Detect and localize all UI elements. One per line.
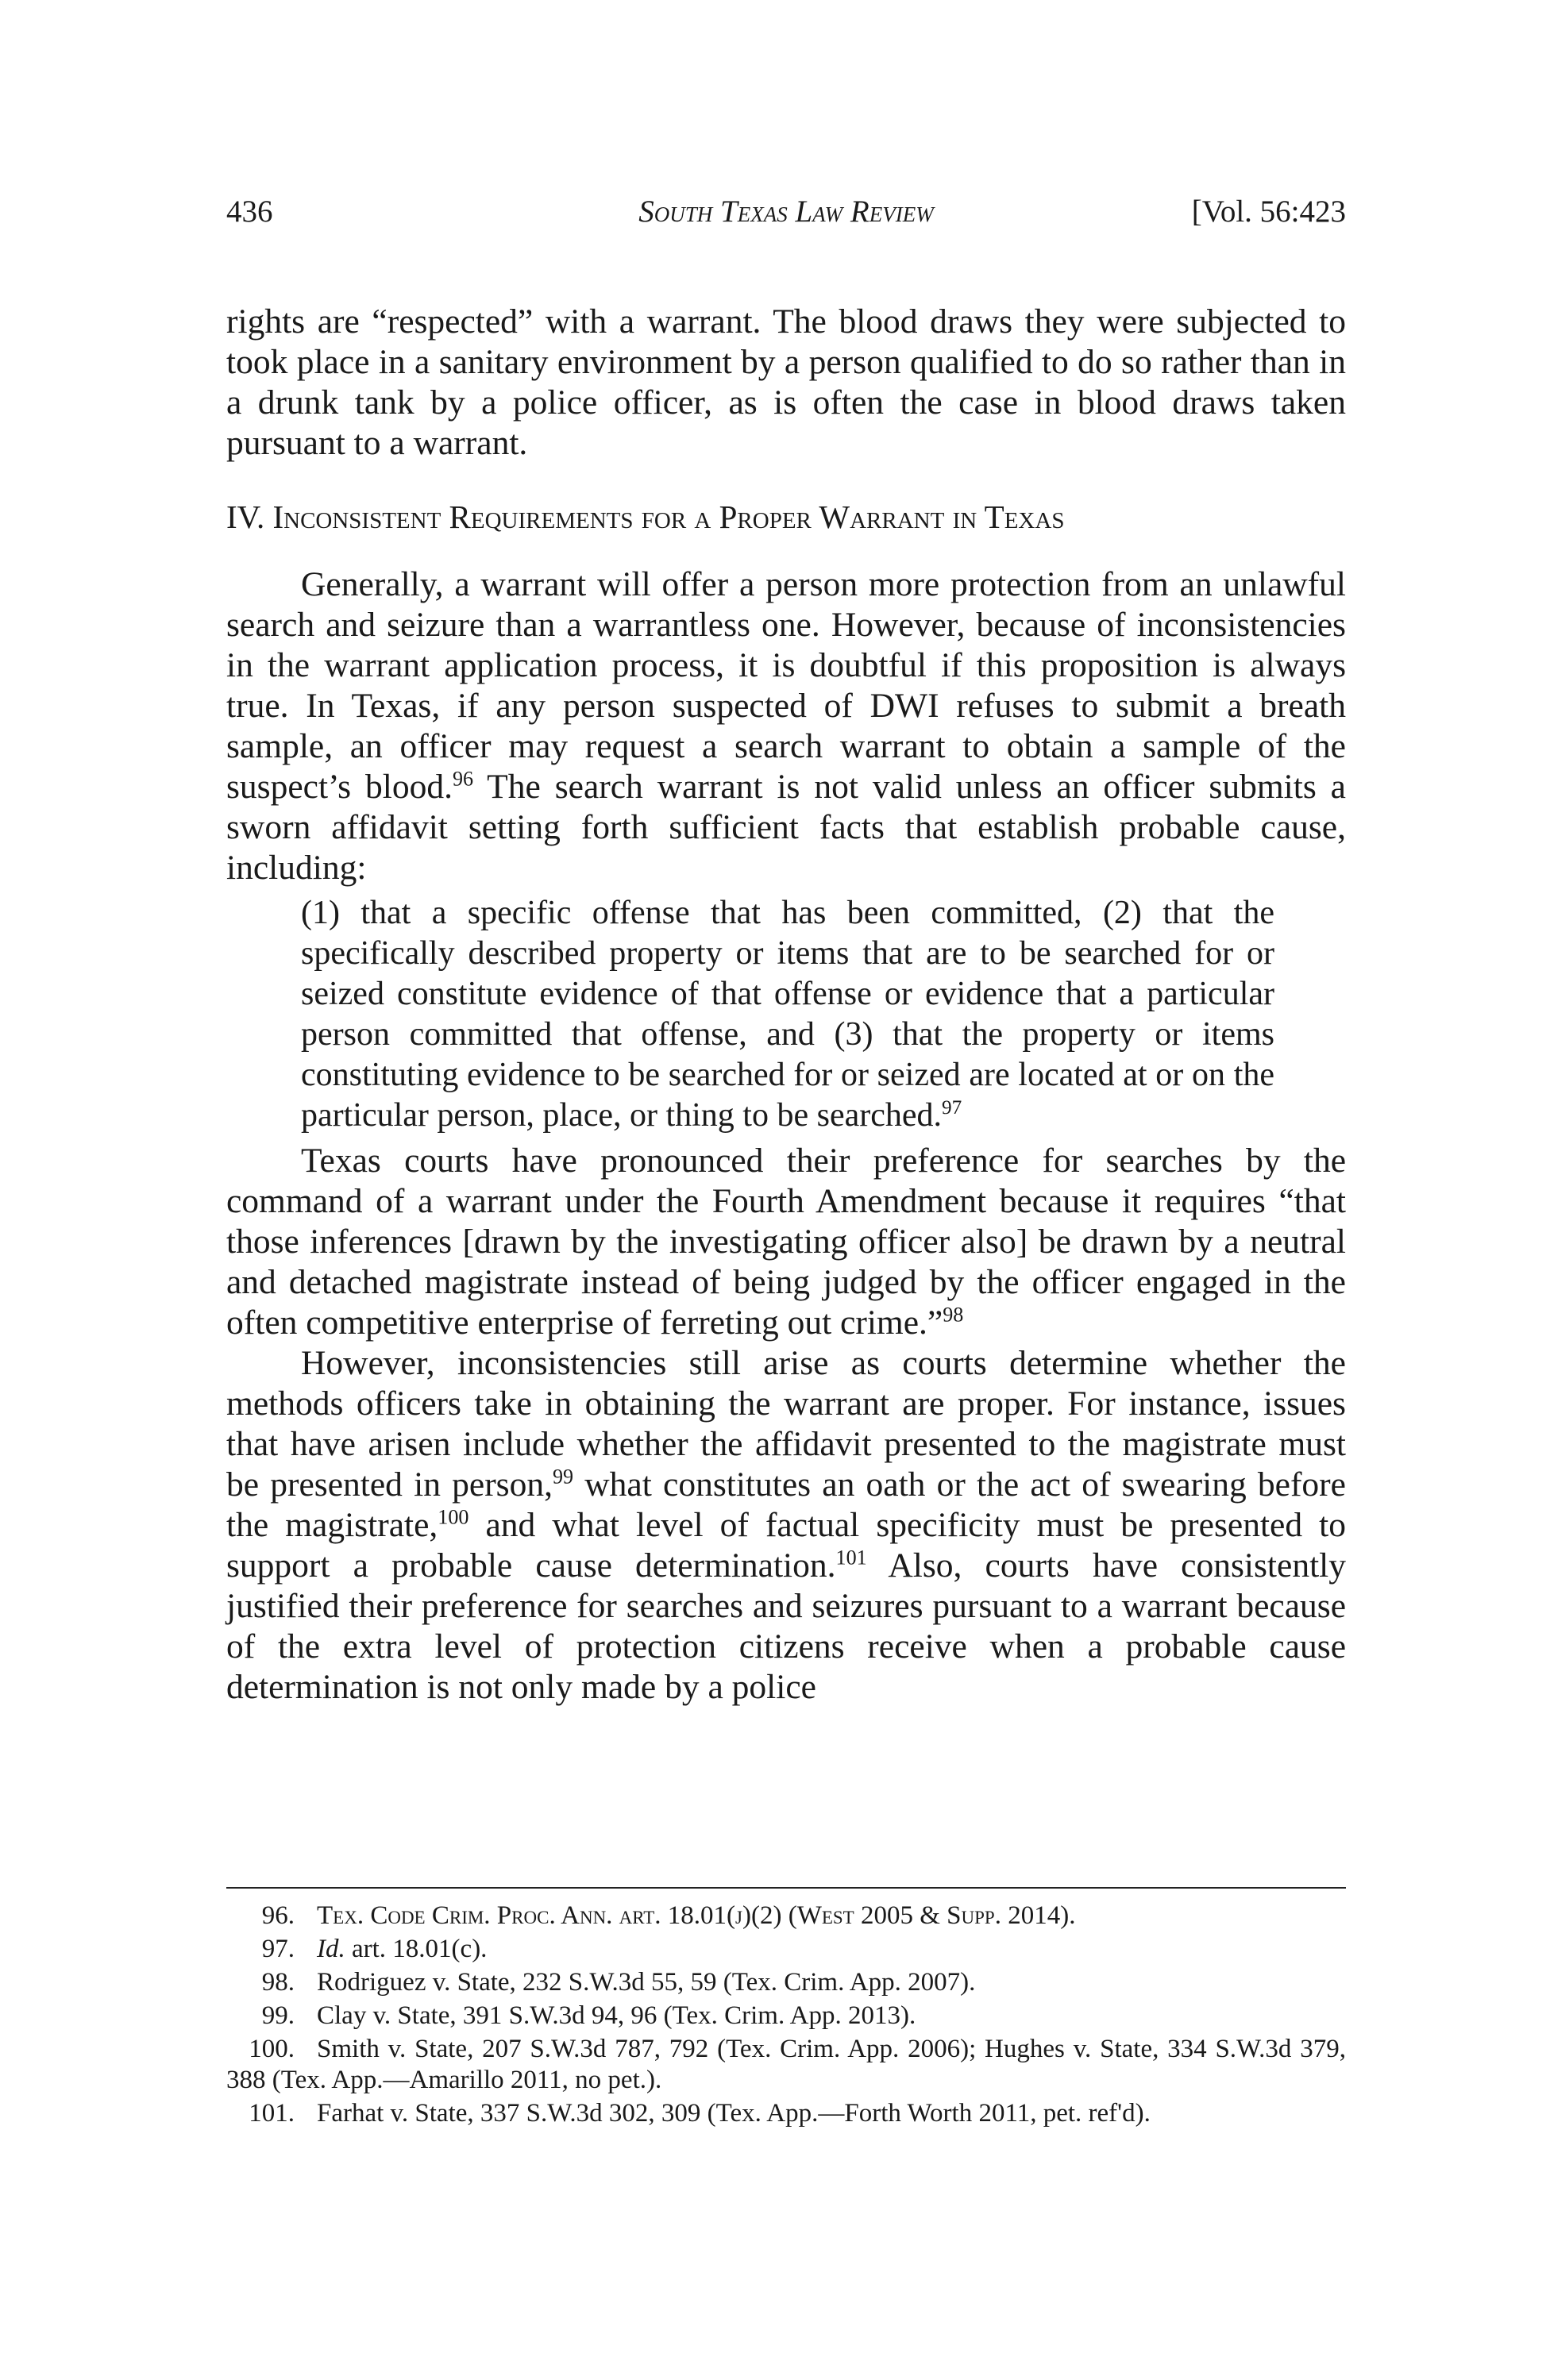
footnote-ref-100[interactable]: 100 bbox=[438, 1505, 469, 1529]
journal-title bbox=[226, 194, 1346, 229]
footnote-ref-98[interactable]: 98 bbox=[943, 1303, 964, 1327]
paragraph-2-text-a: Generally, a warrant will offer a person more protection from an unlawful search and seizure than a warrantless one. However, because of inconsistencies in the warrant application process, it is doubtful if this proposition is always true. In Texas, if any person suspected of DWI refuses to submit a breath sample, an officer may request a search warrant to obtain a sample of the suspect’s blood. bbox=[226, 565, 1346, 806]
paragraph-4 bbox=[226, 1343, 1346, 1708]
paragraph-4-text-c: and what level of factual specificity must be presented to support a probable cause determination. bbox=[226, 1506, 1346, 1585]
block-quote-text: (1) that a specific offense that has been committed, (2) that the specifically described property or items that are to be searched for or seized constitute evidence of that offense or evidence that a particular person committed that offense, and (3) that the property or items constituting evidence to be searched for or seized are located at or on the particular person, place, or thing to be searched. bbox=[301, 895, 1274, 1134]
paragraph-4-text-b: what constitutes an oath or the act of swearing before the magistrate, bbox=[226, 1465, 1346, 1544]
main-text bbox=[226, 302, 1346, 1708]
page-number: 436 bbox=[226, 194, 273, 229]
paragraph-4-text-d: Also, courts have consistently justified their preference for searches and seizures pursuant to a warrant because of the extra level of protection citizens receive when a probable cause determination is not only made by a police bbox=[226, 1546, 1346, 1706]
section-heading-text: IV. Inconsistent Requirements for a Proper Warrant in Texas bbox=[226, 499, 1065, 535]
footnote-ref-96[interactable]: 96 bbox=[452, 767, 474, 791]
section-heading bbox=[226, 497, 1346, 537]
footnote-ref-97[interactable]: 97 bbox=[942, 1097, 962, 1119]
volume-citation: [Vol. 56:423 bbox=[1191, 194, 1346, 229]
footnote-text: Rodriguez v. State, 232 S.W.3d 55, 59 (Tex. Crim. App. 2007). bbox=[317, 1968, 976, 1997]
footnote-97 bbox=[226, 1934, 1346, 1965]
paragraph-2-text-b: The search warrant is not valid unless an officer submits a sworn affidavit setting forth sufficient facts that establish probable cause, including: bbox=[226, 768, 1346, 887]
running-header bbox=[226, 194, 1346, 241]
footnote-101 bbox=[226, 2098, 1346, 2129]
footnote-divider bbox=[226, 1887, 1346, 1889]
paragraph-2 bbox=[226, 564, 1346, 888]
footnote-text: Smith v. State, 207 S.W.3d 787, 792 (Tex. Crim. App. 2006); Hughes v. State, 334 S.W.3d 379, 388 (Tex. App.—Amarillo 2011, no pet.). bbox=[226, 2035, 1346, 2094]
footnote-99 bbox=[226, 2001, 1346, 2031]
footnote-number: 96. bbox=[261, 1901, 295, 1930]
footnote-number: 101. bbox=[249, 2099, 295, 2128]
footnote-ref-101[interactable]: 101 bbox=[835, 1546, 867, 1569]
block-quote bbox=[301, 893, 1274, 1136]
footnote-text: Farhat v. State, 337 S.W.3d 302, 309 (Tex. App.—Forth Worth 2011, pet. ref'd). bbox=[317, 2099, 1151, 2128]
footnote-96 bbox=[226, 1901, 1346, 1931]
paragraph-3-text: Texas courts have pronounced their preference for searches by the command of a warrant under the Fourth Amendment because it requires “that those inferences [drawn by the investigating officer also] be drawn by a neutral and detached magistrate instead of being judged by the officer engaged in the often competitive enterprise of ferreting out crime.” bbox=[226, 1142, 1346, 1342]
footnote-number: 100. bbox=[249, 2035, 295, 2063]
footnote-text: Tex. Code Crim. Proc. Ann. art. 18.01(j)(2) (West 2005 & Supp. 2014). bbox=[317, 1901, 1076, 1930]
paragraph-4-text-a: However, inconsistencies still arise as courts determine whether the methods officers take in obtaining the warrant are proper. For instance, issues that have arisen include whether the affidavit presented to the magistrate must be presented in person, bbox=[226, 1344, 1346, 1504]
footnote-number: 98. bbox=[261, 1968, 295, 1997]
footnote-ref-99[interactable]: 99 bbox=[552, 1465, 574, 1488]
paragraph-3 bbox=[226, 1141, 1346, 1343]
footnote-number: 99. bbox=[261, 2001, 295, 2030]
footnote-number: 97. bbox=[261, 1935, 295, 1963]
footnote-98 bbox=[226, 1967, 1346, 1998]
footnote-text: art. 18.01(c). bbox=[345, 1935, 488, 1963]
footnote-100 bbox=[226, 2034, 1346, 2096]
footnote-id-signal: Id. bbox=[317, 1935, 345, 1963]
footnote-text: Clay v. State, 391 S.W.3d 94, 96 (Tex. Crim. App. 2013). bbox=[317, 2001, 916, 2030]
footnotes-section bbox=[226, 1901, 1346, 2132]
journal-title-text: South Texas Law Review bbox=[638, 194, 934, 229]
paragraph-1: rights are “respected” with a warrant. The blood draws they were subjected to took place in a sanitary environment by a person qualified to do so rather than in a drunk tank by a police officer, as is often the case in blood draws taken pursuant to a warrant. bbox=[226, 302, 1346, 462]
